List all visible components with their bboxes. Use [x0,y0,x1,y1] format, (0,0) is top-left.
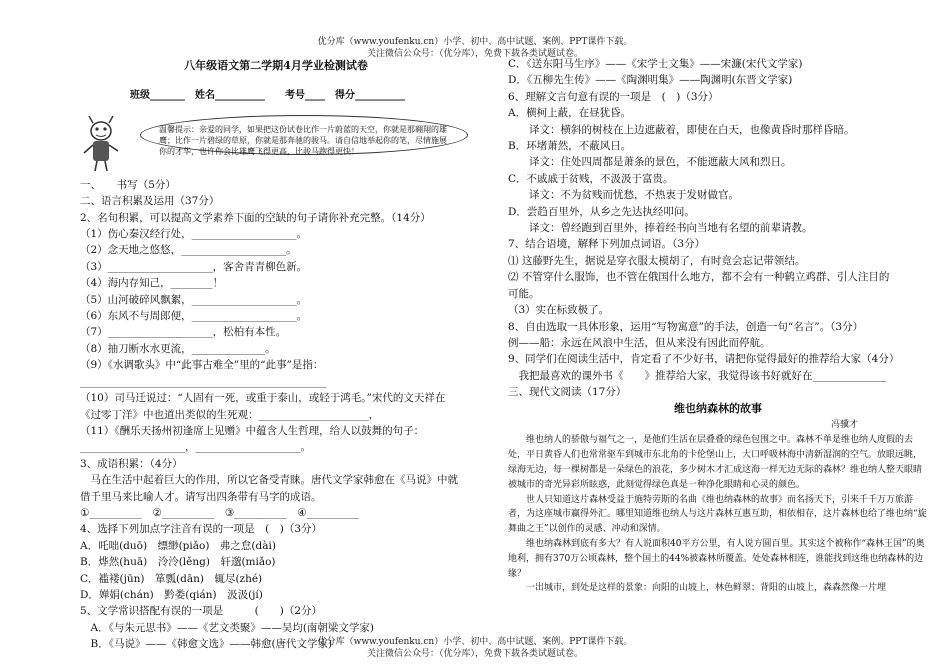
question-line: C．褴褛(jūn) 箪瓢(dān) 辄尽(zhé) [80,572,263,585]
question-line: 7、结合语境，解释下列加点词语。（3分） [508,238,706,251]
footer-line-1: 优分库（www.youfenku.cn）小学、初中、高中试题、案例、PPT课件下载。 [317,637,633,647]
article-paragraph: 维也纳人的骄傲与福气之一，是他们生活在层叠叠的绿色包围之中。森林不单是维也纳人度假的去处，平日黄昏人们也常常驱车到城市东北角的卡伦堡山上，大口呼吸林海中清新湿润的空气。放眼远眺，绿海无边，每一棵树都是一朵绿色的浪花，多少树木才汇成这海一样无边无际的森林？维也纳人整天眼睛被城市的奇光异彩所眩惑，此刻觉得绿色真是一种净化眼睛和心灵的颜色。 [508,435,923,490]
question-line: 借千里马来比喻人才。请写出四条带有马字的成语。 [80,490,322,503]
question-line: A．吒咄(duō) 缥缈(piǎo) 弗之怠(dài) [80,539,276,552]
question-line: C．《送东阳马生序》——《宋学士文集》——宋濂(宋代文学家) [508,58,803,70]
question-line: 2、名句积累，可以提高文学素养下面的空缺的句子请你补充完整。（14分） [80,211,431,224]
article-paragraph: 世人只知道这片森林受益于施特劳斯的名曲《维也纳森林的故事》而名扬天下，引来千千万万旅游者，为这座城市赢得外汇。哪里知道维也纳人与这片森林互惠互助，相依相存，这片森林也给了维也纳“旋舞曲之王”以创作的灵感、冲动和深情。 [508,494,927,535]
question-line: ⑴ 这藤野先生，据说是穿衣服太模胡了，有时竟会忘记带领结。 [508,254,806,267]
left-column [80,48,472,653]
question-line: 5、文学常识搭配有误的一项是 ( )（2分） [80,605,323,618]
question-line: （1）伤心秦汉经行处，____________________。 [80,228,308,241]
question-line: ①__________ ②__________ ③__________ ④__________ [80,506,360,519]
question-line: B．环堵萧然，不蔽风日。 [508,140,632,153]
question-line: （3）实在标致极了。 [508,304,610,317]
question-line: （8）抽刀断水水更流，______________。 [80,342,276,355]
question-line: 4、选择下列加点字注音有误的一项是 ( )（3分） [80,523,323,536]
question-line: 译文：住处四周都是萧条的景色，不能遮蔽大风和烈日。 [508,156,792,169]
question-line: （10）司马迁说过：“人固有一死，或重于泰山，或轻于鸿毛。”宋代的文天祥在 [80,392,446,405]
question-line: D．《五柳先生传》——《陶渊明集》——陶渊明(东晋文学家) [508,74,793,87]
question-line: B．烨然(huā) 泠泠(lěng) 轩邈(miǎo) [80,556,276,569]
article-body [508,433,928,596]
question-line: 9、同学们在阅读生活中，肯定看了不少好书，请把你觉得最好的推荐给大家（4分） [508,353,900,366]
right-column [508,56,928,596]
question-line: A．《与朱元思书》——《艺文类聚》——吴均(南朝梁文学家) [80,621,375,634]
header-line-2: 关注微信公众号：（优分库），免费下载各类试题试卷。 [366,49,583,59]
question-line: ____________________，____________________。 [80,441,311,454]
exam-title: 八年级语文第二学期4月学业检测试卷 [184,59,368,72]
question-line: 我把最喜欢的课外书《 》推荐给大家，我觉得该书好就好在______________ [508,369,886,382]
question-line: B．《马说》——《韩愈文选》——韩愈(唐代文学家) [80,638,333,651]
question-line: （3）____________________，客舍青青柳色新。 [80,260,308,273]
article-title: 维也纳森林的故事 [674,401,762,415]
question-line: 三、现代文阅读（17分） [508,386,627,399]
header-line-1: 优分库（www.youfenku.cn）小学、初中、高中试题、案例、PPT课件下载。 [317,37,633,47]
question-line: 译文：不为贫贱而忧愁，不热衷于发财做官。 [508,189,739,202]
question-line: 马在生活中起着巨大的作用，所以它备受青睐。唐代文学家韩愈在《马说》中就 [80,474,458,487]
question-line: （9）《水调歌头》中“此事古难全”里的“此事”是指： [80,359,324,372]
left-question-list [80,177,472,653]
tip-bubble: 温馨提示：亲爱的同学，如果把这份试卷比作一片蔚蓝的天空，你就是那翱翔的雄鹰；比作一片碧绿的草原，你就是那奔驰的骏马。请自信地举起你的笔，尽情施展你的才华，也许你会比雄鹰飞得更高，比骏马跑得更快！ [140,115,468,155]
question-line: 3、成语积累：（4分） [80,457,183,470]
question-line: 例——船：永远在风浪中生活，但从来没有因此而停航。 [508,336,771,349]
question-line: （7）____________________，松柏有本性。 [80,326,287,339]
footer-line-2: 关注微信公众号：（优分库），免费下载各类试题试卷。 [366,649,583,659]
question-line: （6）东风不与周郎便，____________________。 [80,310,308,323]
right-question-list [508,56,928,401]
question-line: 可能。 [508,287,540,300]
question-line: （11）《酬乐天扬州初逢席上见赠》中蕴含人生哲理，给人以鼓舞的句子： [80,424,425,437]
question-line: （4）海内存知己，________！ [80,277,224,290]
question-line: C．不戚戚于贫贱，不汲汲于富贵。 [508,172,674,185]
question-line: ⑵ 不管穿什么服饰，也不管在俄国什么地方，都不会有一种鹤立鸡群、引人注目的 [508,271,890,284]
question-line: （5）山河破碎风飘絮，____________________。 [80,293,308,306]
page-footer [0,636,950,660]
question-line: 一、 书写（5分） [80,178,176,191]
article-author: 冯骥才 [830,419,858,430]
student-info-line: 班级_______ 姓名__________ 考号____ 得分__________ [130,90,405,102]
article-paragraph: 维也纳森林到底有多大？有人说面积40平方公里，有人说方圆百里。其实这个被称作“森林王国”的奥地利，拥有370万公顷森林，整个国土的44%被森林所覆盖。处处森林相连，谁能找到这维也纳森林的边缘？ [508,538,925,579]
question-line: 译文：曾经跑到百里外，捧着经书向当地有名望的前辈请教。 [508,222,813,235]
question-line: D．尝趋百里外，从乡之先达执经叩问。 [508,205,695,218]
question-line: 8、自由选取一具体形象，运用“写物寓意”的手法，创造一句“名言”。（3分） [508,320,864,333]
article-paragraph: 一出城市，到处是这样的景象：向阳的山坡上，林色鲜翠；背阳的山坡上，森森然像一片埋 [526,583,887,594]
question-line: 译文：横斜的树枝在上边遮蔽着，即使在白天，也像黄昏时那样昏暗。 [508,123,855,136]
question-line: 二、语言积累及运用（37分） [80,195,220,208]
tip-box [80,113,472,177]
question-line: _______________________________________________ [80,375,327,388]
question-line: A．横柯上蔽，在昼犹昏。 [508,107,632,120]
question-line: D．婵娟(chán) 黔娄(qián) 汲汲(jí) [80,588,263,601]
cartoon-mascot-icon [80,113,122,173]
question-line: 6、理解文言句意有误的一项是 ( )（3分） [508,90,719,103]
question-line: 《过零丁洋》中也道出类似的生死观：_____________________， [80,408,380,421]
question-line: （2）念天地之悠悠，____________________。 [80,244,297,257]
